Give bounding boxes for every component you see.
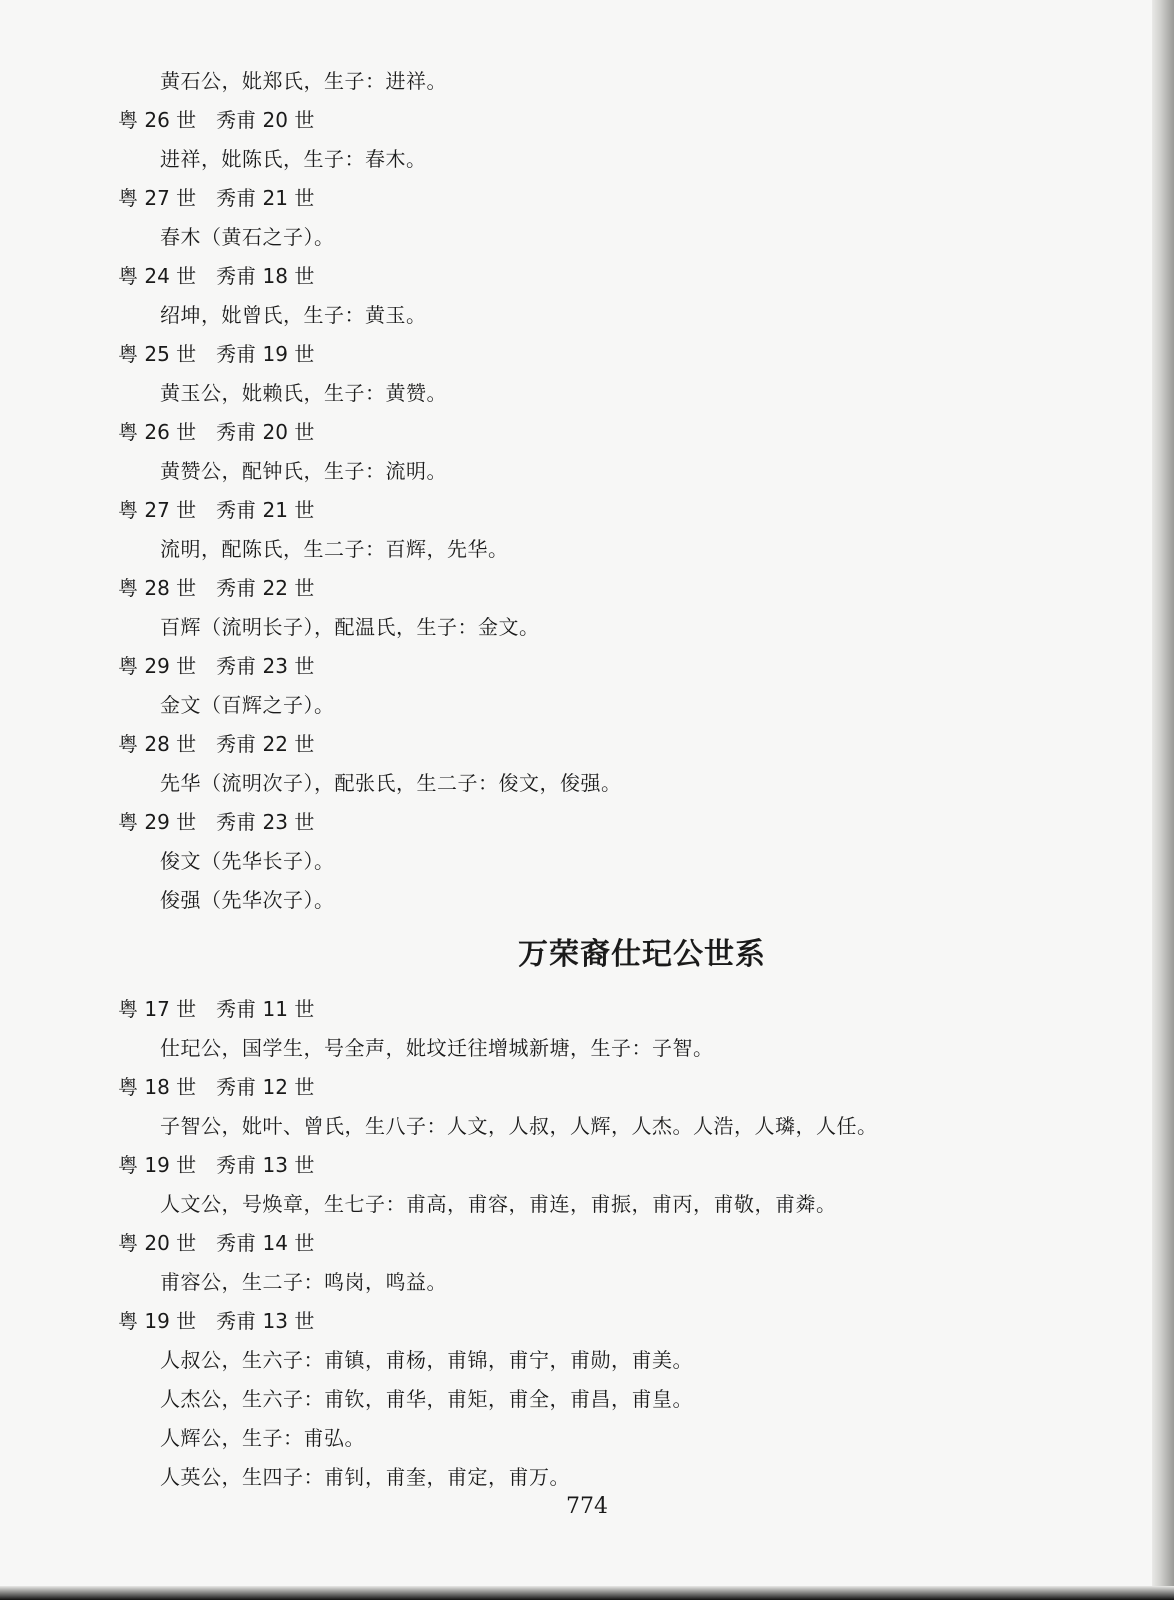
generation-heading: [118, 1302, 1118, 1341]
generation-yue: 粤 18 世: [118, 1075, 197, 1099]
genealogy-entry: 进祥，妣陈氏，生子：春木。: [160, 147, 427, 171]
generation-xiufu: 秀甫 13 世: [216, 1153, 315, 1177]
generation-heading: [118, 179, 1118, 218]
genealogy-entry: 子智公，妣叶、曾氏，生八子：人文，人叔，人辉，人杰。人浩，人璘，人任。: [160, 1114, 878, 1138]
generation-xiufu: 秀甫 20 世: [216, 420, 315, 444]
generation-xiufu: 秀甫 14 世: [216, 1231, 315, 1255]
page-number: 774: [566, 1494, 608, 1519]
genealogy-entry: 人辉公，生子：甫弘。: [160, 1426, 365, 1450]
generation-heading: [118, 1146, 1118, 1185]
generation-xiufu: 秀甫 12 世: [216, 1075, 315, 1099]
genealogy-entry: 人叔公，生六子：甫镇，甫杨，甫锦，甫宁，甫勋，甫美。: [160, 1348, 693, 1372]
generation-xiufu: 秀甫 19 世: [216, 342, 315, 366]
generation-yue: 粤 26 世: [118, 420, 197, 444]
generation-heading: [118, 803, 1118, 842]
genealogy-entry: 人文公，号焕章，生七子：甫高，甫容，甫连，甫振，甫丙，甫敬，甫粦。: [160, 1192, 837, 1216]
generation-yue: 粤 29 世: [118, 810, 197, 834]
generation-yue: 粤 25 世: [118, 342, 197, 366]
generation-yue: 粤 26 世: [118, 108, 197, 132]
genealogy-entry: 黄石公，妣郑氏，生子：进祥。: [160, 69, 447, 93]
genealogy-entry: 仕玘公，国学生，号全声，妣坟迁往增城新塘，生子：子智。: [160, 1036, 714, 1060]
generation-yue: 粤 19 世: [118, 1153, 197, 1177]
generation-xiufu: 秀甫 11 世: [216, 997, 315, 1021]
generation-heading: [118, 335, 1118, 374]
generation-yue: 粤 27 世: [118, 498, 197, 522]
generation-heading: [118, 990, 1118, 1029]
generation-heading: [118, 101, 1118, 140]
genealogy-entry: 百辉（流明长子），配温氏，生子：金文。: [160, 615, 540, 639]
generation-yue: 粤 17 世: [118, 997, 197, 1021]
genealogy-entry: 黄玉公，妣赖氏，生子：黄赞。: [160, 381, 447, 405]
genealogy-entry: 金文（百辉之子）。: [160, 693, 335, 717]
book-spine-shadow: [1152, 0, 1174, 1600]
generation-heading: [118, 257, 1118, 296]
generation-heading: [118, 491, 1118, 530]
page-bottom-edge: [0, 1586, 1174, 1600]
generation-heading: [118, 647, 1118, 686]
generation-yue: 粤 19 世: [118, 1309, 197, 1333]
generation-heading: [118, 569, 1118, 608]
genealogy-entry: 绍坤，妣曾氏，生子：黄玉。: [160, 303, 427, 327]
genealogy-text: [118, 62, 1118, 1497]
generation-heading: [118, 413, 1118, 452]
generation-xiufu: 秀甫 13 世: [216, 1309, 315, 1333]
generation-xiufu: 秀甫 20 世: [216, 108, 315, 132]
generation-yue: 粤 28 世: [118, 732, 197, 756]
generation-xiufu: 秀甫 22 世: [216, 732, 315, 756]
generation-xiufu: 秀甫 23 世: [216, 810, 315, 834]
generation-heading: [118, 1224, 1118, 1263]
genealogy-entry: 人英公，生四子：甫钊，甫奎，甫定，甫万。: [160, 1465, 570, 1489]
genealogy-entry: 俊强（先华次子）。: [160, 888, 335, 912]
generation-xiufu: 秀甫 21 世: [216, 498, 315, 522]
generation-xiufu: 秀甫 22 世: [216, 576, 315, 600]
generation-xiufu: 秀甫 21 世: [216, 186, 315, 210]
generation-yue: 粤 28 世: [118, 576, 197, 600]
genealogy-entry: 先华（流明次子），配张氏，生二子：俊文，俊强。: [160, 771, 622, 795]
genealogy-entry: 黄赞公，配钟氏，生子：流明。: [160, 459, 447, 483]
generation-xiufu: 秀甫 23 世: [216, 654, 315, 678]
generation-yue: 粤 24 世: [118, 264, 197, 288]
genealogy-entry: 俊文（先华长子）。: [160, 849, 335, 873]
genealogy-entry: 春木（黄石之子）。: [160, 225, 335, 249]
generation-heading: [118, 1068, 1118, 1107]
generation-yue: 粤 29 世: [118, 654, 197, 678]
genealogy-entry: 流明，配陈氏，生二子：百辉，先华。: [160, 537, 509, 561]
generation-xiufu: 秀甫 18 世: [216, 264, 315, 288]
generation-heading: [118, 725, 1118, 764]
genealogy-entry: 甫容公，生二子：鸣岗，鸣益。: [160, 1270, 447, 1294]
generation-yue: 粤 20 世: [118, 1231, 197, 1255]
generation-yue: 粤 27 世: [118, 186, 197, 210]
genealogy-entry: 人杰公，生六子：甫钦，甫华，甫矩，甫全，甫昌，甫皇。: [160, 1387, 693, 1411]
section-title: 万荣裔仕玘公世系: [518, 937, 766, 972]
